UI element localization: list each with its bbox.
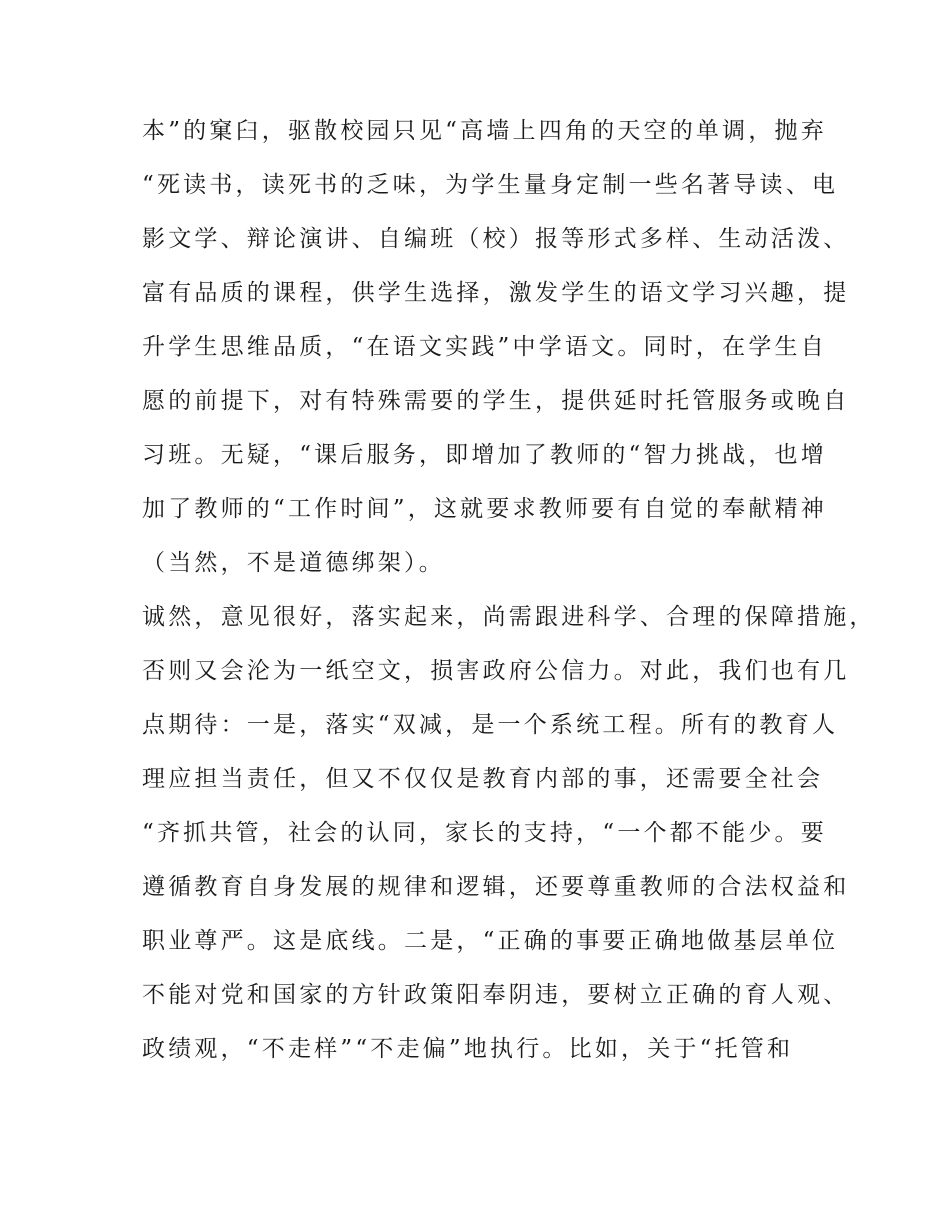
text-line: 职业尊严。这是底线。二是，“正确的事要正确地做基层单位	[142, 928, 839, 954]
text-line: （当然，不是道德绑架）。	[142, 550, 445, 576]
text-line: 愿的前提下，对有特殊需要的学生，提供延时托管服务或晚自	[142, 388, 850, 414]
text-line: 升学生思维品质，“在语文实践”中学语文。同时，在学生自	[142, 334, 827, 360]
text-line: 富有品质的课程，供学生选择，激发学生的语文学习兴趣，提	[142, 280, 850, 306]
text-line: 习班。无疑，“课后服务，即增加了教师的“智力挑战，也增	[142, 442, 827, 468]
text-line: 遵循教育自身发展的规律和逻辑，还要尊重教师的合法权益和	[142, 874, 850, 900]
text-line: 影文学、辩论演讲、自编班（校）报等形式多样、生动活泼、	[142, 226, 850, 252]
text-line: “死读书，读死书的乏味，为学生量身定制一些名著导读、电	[142, 172, 839, 198]
text-line: 加了教师的“工作时间”，这就要求教师要有自觉的奉献精神	[142, 496, 827, 522]
text-line: 诚然，意见很好，落实起来，尚需跟进科学、合理的保障措施，	[142, 604, 876, 630]
text-line: 本”的窠臼，驱散校园只见“高墙上四角的天空的单调，抛弃	[142, 118, 827, 144]
body-text	[142, 104, 876, 1076]
text-line: 点期待：一是，落实“双减，是一个系统工程。所有的教育人	[142, 712, 839, 738]
text-line: 理应担当责任，但又不仅仅是教育内部的事，还需要全社会	[142, 766, 824, 792]
text-line: 否则又会沦为一纸空文，损害政府公信力。对此，我们也有几	[142, 658, 850, 684]
text-line: “齐抓共管，社会的认同，家长的支持，“一个都不能少。要	[142, 820, 827, 846]
text-line: 政绩观，“不走样”“不走偏”地执行。比如，关于“托管和	[142, 1036, 794, 1062]
text-line: 不能对党和国家的方针政策阳奉阴违，要树立正确的育人观、	[142, 982, 850, 1008]
